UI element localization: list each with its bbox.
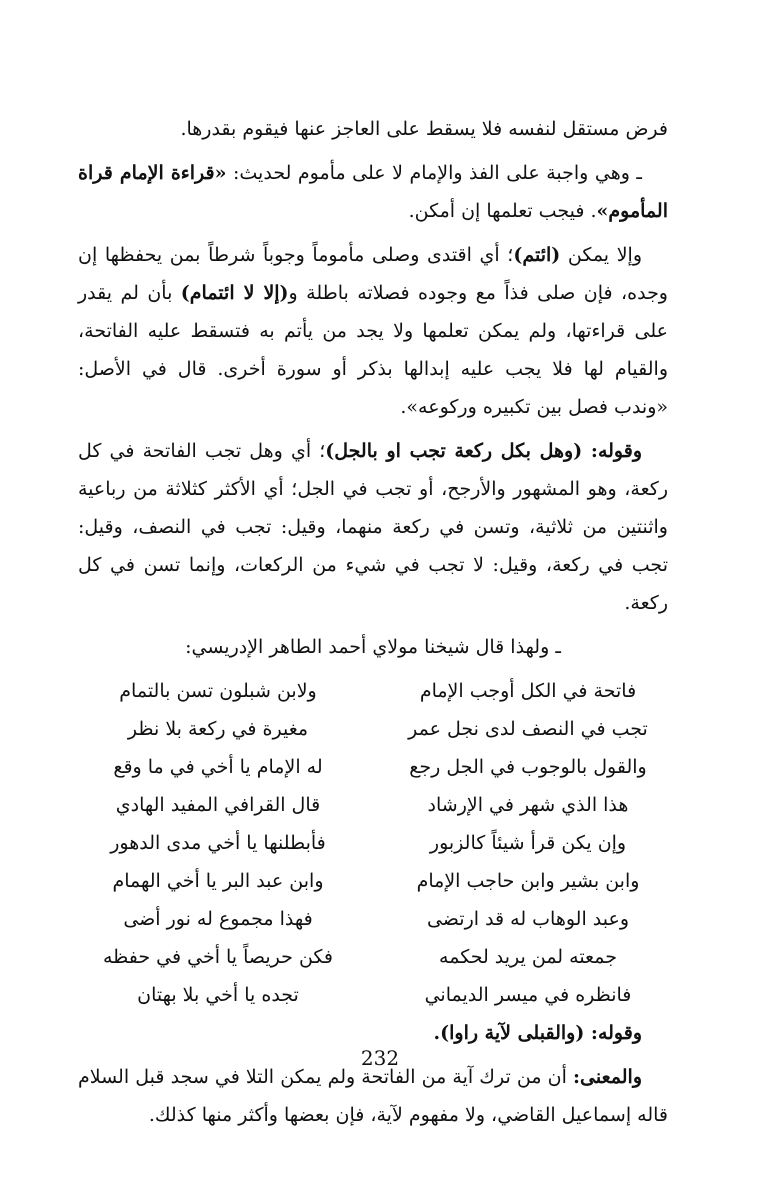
poem-verse-first-half: هذا الذي شهر في الإرشاد [427, 794, 629, 816]
poem-verse-first-half: والقول بالوجوب في الجل رجع [409, 756, 647, 778]
poem-row [78, 710, 668, 748]
poem-intro [78, 628, 668, 666]
poem-verse-first-half: وابن بشير وابن حاجب الإمام [416, 870, 640, 892]
poem-row [78, 900, 668, 938]
poem-row [78, 862, 668, 900]
paragraph-1 [78, 110, 668, 148]
poem-verse-second-half: قال القرافي المفيد الهادي [115, 794, 321, 816]
poem-row [78, 976, 668, 1014]
poem-verse-second-half: فأبطلنها يا أخي مدى الدهور [110, 832, 326, 854]
poem-intro-text: ـ ولهذا قال شيخنا مولاي أحمد الطاهر الإدريسي: [185, 636, 561, 658]
paragraph-6-lead: وقوله: [584, 1022, 642, 1044]
keyword-itamma: (ائتم) [513, 244, 561, 266]
poem-verse-second-half: وابن عبد البر يا أخي الهمام [112, 870, 324, 892]
paragraph-2-text: ـ وهي واجبة على الفذ والإمام لا على مأموم لحديث: [226, 162, 642, 184]
poem-verse-first-half: جمعته لمن يريد لحكمه [439, 946, 617, 968]
poem-verse-second-half: تجده يا أخي بلا بهتان [137, 984, 299, 1006]
paragraph-3-text-1: وإلا يمكن [560, 244, 642, 266]
paragraph-1-text: فرض مستقل لنفسه فلا يسقط على العاجز عنها فيقوم بقدرها. [180, 118, 668, 140]
poem [78, 672, 668, 1014]
poem-row [78, 748, 668, 786]
poem-verse-second-half: له الإمام يا أخي في ما وقع [113, 756, 323, 778]
poem-verse-second-half: فكن حريصاً يا أخي في حفظه [102, 946, 333, 968]
poem-verse-first-half: تجب في النصف لدى نجل عمر [408, 718, 648, 740]
paragraph-3 [78, 236, 668, 426]
poem-verse-second-half: مغيرة في ركعة بلا نظر [127, 718, 309, 740]
poem-row [78, 938, 668, 976]
keyword-qabli-li-aya: (والقبلى لآية راوا). [433, 1022, 585, 1044]
poem-verse-first-half: فانظره في ميسر الديماني [424, 984, 632, 1006]
paragraph-3-text-3: بأن لم يقدر على قراءتها، ولم يمكن تعلمها ولا يجد من يأتم به فتسقط عليه الفاتحة، والقيام لها فلا يجب عليه إبدالها بذكر أو سورة أخرى. قال في الأصل: «وندب فصل بين تكبيره وركوعه». [78, 282, 668, 418]
paragraph-7-lead: والمعنى: [573, 1066, 642, 1088]
paragraph-4 [78, 432, 668, 622]
keyword-hal-bikulli-rakaa: (وهل بكل ركعة تجب او بالجل) [325, 440, 583, 462]
poem-verse-first-half: وإن يكن قرأ شيئاً كالزبور [429, 832, 627, 854]
paragraph-2 [78, 154, 668, 230]
poem-verse-second-half: فهذا مجموع له نور أضى [123, 908, 313, 930]
paragraph-4-rest: ؛ أي وهل تجب الفاتحة في كل ركعة، وهو المشهور والأرجح، أو تجب في الجل؛ أي الأكثر كثلاثة من رباعية واثنتين من ثلاثية، وتسن في ركعة منهما، وقيل: تجب في النصف، وقيل: تجب في ركعة، وقيل: لا تجب في شيء من الركعات، وإنما تسن في كل ركعة. [78, 440, 668, 614]
poem-verse-first-half: وعبد الوهاب له قد ارتضى [426, 908, 630, 930]
paragraph-2-after: . فيجب تعلمها إن أمكن. [408, 200, 597, 222]
keyword-illa-la-itimam: (إلا لا ائتمام) [180, 282, 289, 304]
poem-verse-first-half: فاتحة في الكل أوجب الإمام [419, 680, 637, 702]
hadith-quote: «قراءة الإمام قراة المأموم» [78, 162, 668, 222]
paragraph-3-text-2: ؛ أي اقتدى وصلى مأموماً وجوباً شرطاً بمن يحفظها إن وجده، فإن صلى فذاً مع وجوده فصلاته باطلة و [78, 244, 668, 304]
poem-row [78, 786, 668, 824]
page-body [78, 110, 668, 1140]
poem-row [78, 672, 668, 710]
poem-verse-second-half: ولابن شبلون تسن بالتمام [119, 680, 317, 702]
paragraph-7-rest: أن من ترك آية من الفاتحة ولم يمكن التلا في سجد قبل السلام قاله إسماعيل القاضي، ولا مفهوم لآية، فإن بعضها وأكثر منها كذلك. [78, 1066, 668, 1126]
poem-row [78, 824, 668, 862]
page-number: 232 [360, 1046, 400, 1070]
paragraph-4-lead: وقوله: [582, 440, 642, 462]
